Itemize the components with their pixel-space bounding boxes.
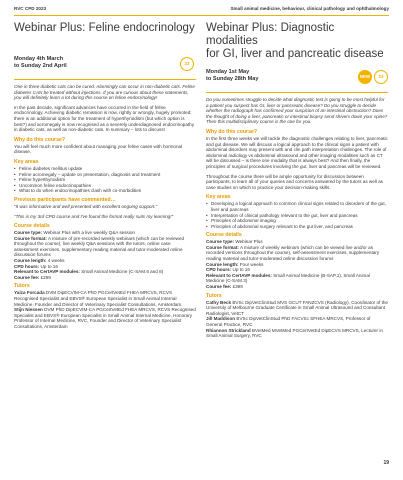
left-quote-2: "This is my 3rd CPD course and I've found the format really suits my learning!" — [14, 213, 174, 219]
right-why-text: In the first three weeks we will tackle the diagnostic challenges relating to liver, pancreatic and gut disease. We will discuss a logical approach to the clinical signs a patient with abdominal disorders may present with and clin path interpretation challenges. The role of abdominal radiology vs abdominal ultrasound and other imaging modalities such as CT will be discussed – is there one modality that is always best? And then finally, the principles of surgical procedures involving the gut, liver and pancreas will be reviewed. — [206, 135, 388, 169]
header-rule — [14, 15, 389, 16]
list-item: • Uncommon feline endocrinopathies — [14, 183, 196, 189]
left-why-heading: Why do this course? — [14, 136, 66, 143]
right-tutor-2: Jill Maddison BVSc DipVetClinStud PhD FACVSc SFHEA MRCVS, Professor of General Practice, RVC — [206, 316, 371, 327]
right-year-badge: 23 — [374, 70, 388, 84]
right-column — [206, 22, 388, 339]
left-course-type: Course type: Webinar Plus with a live weekly Q&A session — [14, 230, 135, 236]
left-course-format: Course format: A mixture of pre-recorded weekly webinars (which can be reviewed throughout the course), live weekly Q&A sessions with the tutors, online case assessment exercises, supplementary reading material and tutor-moderated online discussion forums — [14, 235, 185, 258]
right-why-text-2: Throughout the course there will be ample opportunity for discussion between participants, to learn all of your queries and concerns answered by the tutors as well as case studies on which to practice your decision-making skills. — [206, 173, 383, 190]
left-dates: Monday 4th March to Sunday 2nd April — [14, 56, 67, 69]
right-cpd-hours: CPD hours: Up to 16 — [206, 267, 250, 273]
list-item: • Developing a logical approach to common clinical signs related to disorders of the gut, liver and pancreas — [206, 201, 388, 212]
list-item: • Interpretation of clinical pathology relevant to the gut, liver and pancreas — [206, 213, 388, 219]
header-right: Small animal medicine, behaviour, clinical pathology and ophthalmology — [230, 6, 389, 11]
list-item: • Feline hyperthyroidism — [14, 177, 196, 183]
right-course-type: Course type: Webinar Plus — [206, 239, 263, 245]
right-title: Webinar Plus: Diagnostic modalities for GI, liver and pancreatic disease — [206, 22, 384, 60]
right-details-heading: Course details — [206, 232, 242, 239]
right-dates-row — [206, 66, 388, 93]
left-tutor-2: Stijn Niessen DVM PhD DipECVIM-CA PGCertVetEd FHEA MRCVS, RCVS Recognised Specialist and EBVS® European Specialist in Small Animal Internal Medicine, Honorary Professor of Internal Medicine, RVC, Founder and Director of Veterinary Specialist Consultations, Amsterdam — [14, 307, 196, 329]
header-left: RVC CPD 2023 — [14, 6, 47, 11]
left-dates-row — [14, 53, 196, 80]
left-year-badge: 23 — [180, 57, 194, 71]
right-certavp: Relevant to CertAVP modules: Small Animal Medicine (B-SAP.1), Small Animal Medicine (C-SAM.3) — [206, 272, 370, 284]
right-fee: Course fee: £399 — [206, 284, 243, 290]
left-course-length: Course length: 4 weeks — [14, 258, 65, 264]
right-tutors-heading: Tutors — [206, 292, 222, 299]
list-item: • Feline acromegaly – update on presentation, diagnosis and treatment — [14, 172, 196, 178]
right-key-list — [206, 201, 388, 229]
left-fee: Course fee: £299 — [14, 274, 51, 280]
right-intro-italic: Do you sometimes struggle to decide what diagnostic test is going to be most helpful for a patient you suspect has GI, liver or pancreatic disease? Do you struggle to decide whether the radiograph has confirmed your suspicion of an intestinal obstruction? Does the thought of doing a liver, pancreatic or intestinal biopsy send shivers down your spine? Then this multidisciplinary course is the one for you. — [206, 97, 388, 125]
left-why-text: You will feel much more confident about managing your feline cases with hormonal disease. — [14, 143, 183, 155]
right-key-heading: Key areas — [206, 194, 231, 201]
left-column — [14, 22, 196, 330]
left-title: Webinar Plus: Feline endocrinology — [14, 22, 195, 34]
right-tutor-3: Rhiannon Strickland BVetMed MVetMed PGCertVetEd DipECVS MRCVS, Lecturer in Small Animal Surgery, RVC — [206, 327, 383, 339]
left-tutors-heading: Tutors — [14, 283, 30, 290]
left-key-list — [14, 166, 196, 194]
left-key-heading: Key areas — [14, 158, 39, 165]
right-why-heading: Why do this course? — [206, 128, 258, 135]
right-dates: Monday 1st May to Sunday 28th May — [206, 69, 259, 82]
new-badge: NEW — [358, 70, 372, 84]
list-item: • Principles of abdominal imaging — [206, 218, 388, 224]
left-certavp: Relevant to CertAVP modules: Small Animal Medicine (C-SAM.6 and 8) — [14, 269, 164, 275]
left-quote-1: "It was informative and well presented with excellent ongoing support." — [14, 203, 158, 209]
list-item: • Feline diabetes mellitus update — [14, 166, 196, 172]
right-course-length: Course length: Four weeks — [206, 261, 264, 267]
left-intro: In the past decade, significant advances have occurred in the field of feline endocrinology. Achieving diabetic remission is now, rightly or wrongly, hugely promoted; there is an additional option for the treatment of hyperthyroidism (but which option is best?) and acromegaly is now recognised as a severely underdiagnosed endocrinopathy in diabetic cats, as well as non-diabetic cats. In summary – lots to discuss! — [14, 104, 195, 133]
page-number: 19 — [383, 460, 389, 466]
list-item: • Principles of abdominal surgery relevant to the gut liver, and pancreas — [206, 224, 388, 230]
left-intro-italic: One in three diabetic cats can be cured. Alarmingly can occur in non-diabetic cats. Feline diabetes CAN be treated without injections. If you are curious about these statements, you will definitely learn a lot during this course on feline endocrinology! — [14, 84, 195, 101]
right-tutor-1: Cathy Beck BVSc DipVetClinStud MVS GCUT FANZCVS (Radiology), Coordinator of the University of Melbourne Graduate Certificate in Small Animal Ultrasound and Consultant Radiologist, VetCT — [206, 299, 388, 316]
left-cpd-hours: CPD hours: Up to 16 — [14, 263, 58, 269]
left-details-heading: Course details — [14, 223, 50, 230]
left-prev-heading: Previous participants have commented… — [14, 196, 116, 203]
right-course-format: Course format: A mixture of weekly webinars (which can be viewed live and/or as recorded versions throughout the course), self-assessment exercises, supplementary reading material and tutor-moderated online discussion forums — [206, 244, 380, 262]
left-tutor-1: Yaiza Forcada DVM DipECVIM-CA PhD PGCertVetEd FHEA MRCVS, RCVS Recognised Specialist and EBVS® European Specialist in Small Animal Internal Medicine, Founder and Director of Veterinary Specialist Consultations, Amsterdam — [14, 290, 182, 307]
list-item: • What to do when endocrinopathies clash with co-morbidities — [14, 188, 196, 194]
